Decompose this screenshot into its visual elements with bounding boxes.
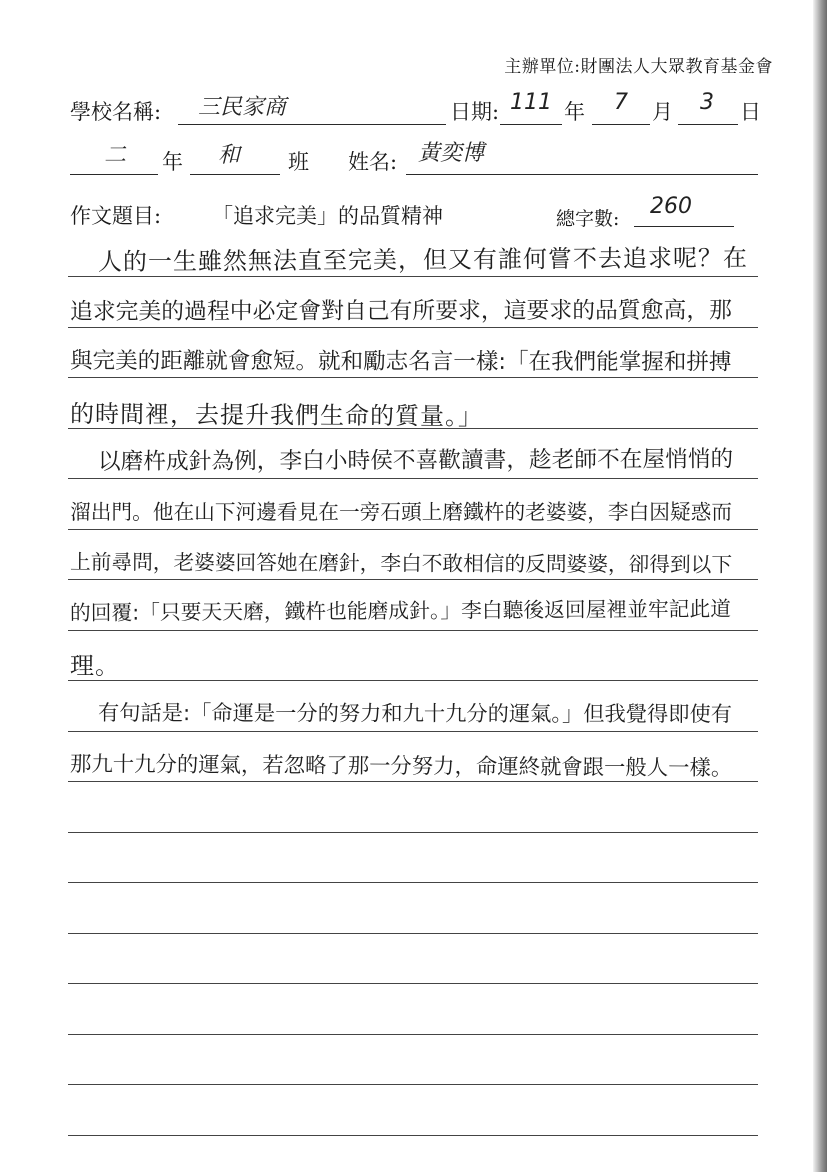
school-value: 三民家商: [198, 95, 287, 120]
date-label: 日期:: [450, 100, 500, 124]
scan-edge-shadow: [813, 0, 827, 1172]
essay-line: 的回覆:「只要天天磨，鐵杵也能磨成針。」李白聽後返回屋裡並牢記此道: [69, 596, 732, 625]
grade-label: 年: [162, 150, 183, 174]
month-label: 月: [652, 100, 673, 124]
essay-line: [70, 998, 760, 999]
essay-rule-line: [68, 882, 758, 883]
school-label: 學校名稱:: [70, 100, 162, 124]
essay-rule-line: [68, 832, 758, 833]
essay-rule-line: [68, 478, 758, 479]
essay-line: 的時間裡，去提升我們生命的質量。」: [70, 399, 484, 431]
essay-line: 以磨杵成針為例，李白小時侯不喜歡讀書，趁老師不在屋悄悄的: [97, 446, 734, 475]
essay-line: 那九十九分的運氣，若忽略了那一分努力，命運終就會跟一般人一樣。: [70, 752, 733, 782]
essay-rule-line: [68, 327, 758, 328]
essay-line: [70, 795, 760, 798]
essay-rule-line: [68, 933, 758, 934]
grade-value: 二: [104, 143, 127, 168]
date-day-value: 3: [700, 90, 714, 115]
essay-line: [70, 945, 760, 949]
essay-rule-line: [68, 630, 758, 631]
date-month-value: 7: [614, 90, 628, 115]
essay-rule-line: [68, 731, 758, 732]
essay-rule-line: [68, 1034, 758, 1035]
wordcount-value: 260: [650, 194, 692, 219]
essay-line: 上前尋問，老婆婆回答她在磨針，李白不敢相信的反問婆婆，卻得到以下: [70, 550, 733, 577]
wordcount-label: 總字數:: [556, 208, 620, 230]
essay-rule-line: [68, 579, 758, 580]
essay-line: [70, 1101, 760, 1105]
name-value: 黃奕博: [418, 141, 485, 166]
essay-rule-line: [68, 529, 758, 530]
topic-label: 作文題目:: [70, 204, 162, 228]
essay-line: 人的一生雖然無法直至完美，但又有誰何嘗不去追求呢？在: [97, 243, 748, 277]
date-year-value: 111: [510, 90, 552, 115]
year-label: 年: [564, 100, 585, 124]
essay-line: [70, 899, 760, 902]
topic-value: 「追求完美」的品質精神: [212, 204, 443, 228]
class-value: 和: [218, 143, 241, 168]
day-label: 日: [740, 100, 761, 124]
organizer-credit: 主辦單位:財團法人大眾教育基金會: [504, 57, 773, 77]
name-label: 姓名:: [348, 150, 398, 174]
essay-rule-line: [68, 377, 758, 378]
class-label: 班: [288, 150, 309, 174]
essay-line: [70, 1050, 760, 1051]
essay-line: 有句話是:「命運是一分的努力和九十九分的運氣。」但我覺得即使有: [98, 700, 733, 727]
essay-rule-line: [68, 1084, 758, 1085]
essay-line: 追求完美的過程中必定會對自己有所要求，這要求的品質愈高，那: [69, 297, 733, 325]
essay-line: 溜出門。他在山下河邊看見在一旁石頭上磨鐵杵的老婆婆，李白因疑惑而: [70, 499, 733, 524]
essay-rule-line: [68, 1135, 758, 1136]
essay-line: 與完美的距離就會愈短。就和勵志名言一樣:「在我們能掌握和拼搏: [70, 348, 732, 376]
essay-line: 理。: [69, 651, 120, 680]
essay-rule-line: [68, 983, 758, 984]
